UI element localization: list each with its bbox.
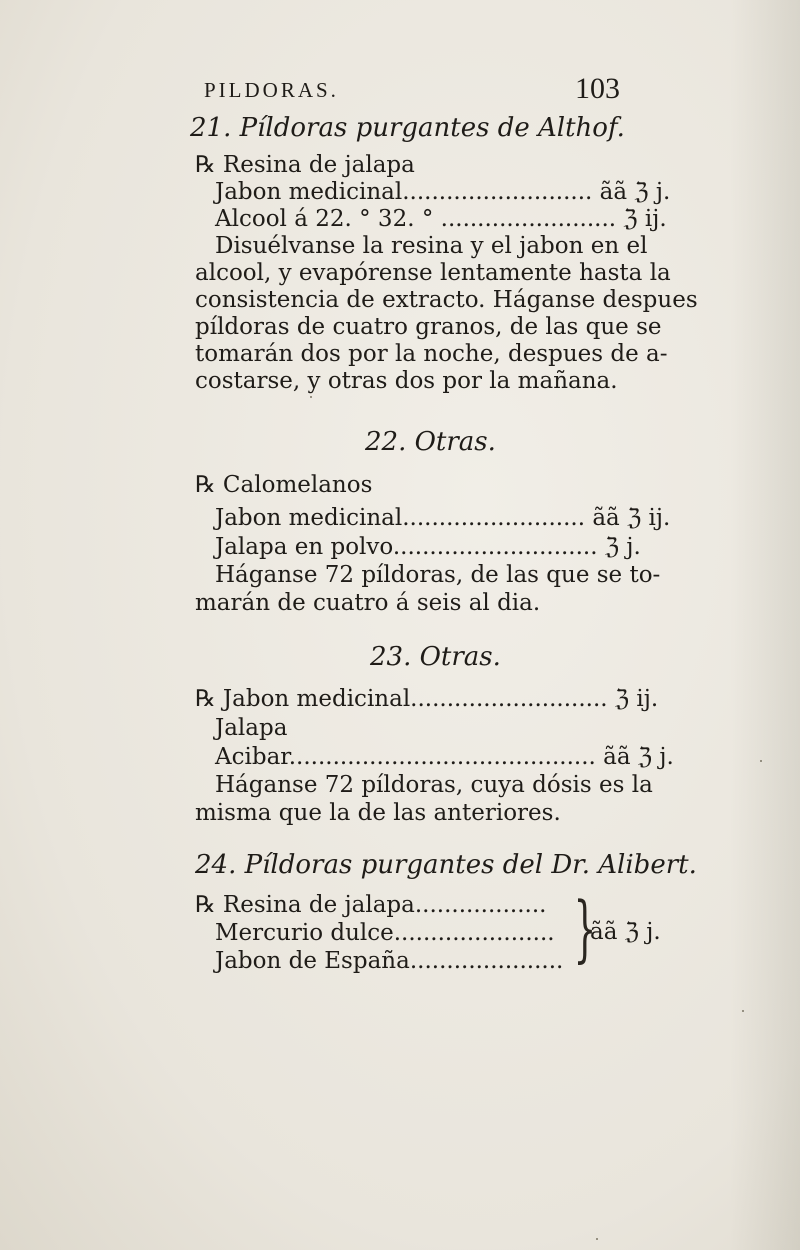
paper-speck: [310, 396, 312, 398]
body-line: consistencia de extracto. Háganse despues: [195, 287, 698, 313]
body-line: marán de cuatro á seis al dia.: [195, 590, 541, 616]
prescription-line: Jalapa: [215, 715, 288, 741]
paper-speck: [742, 1010, 744, 1012]
body-line: Háganse 72 píldoras, de las que se to-: [215, 562, 661, 588]
body-line: alcool, y evapórense lentamente hasta la: [195, 260, 671, 286]
prescription-line: ℞ Jabon medicinal........................... ℨ ij.: [195, 686, 659, 712]
prescription-line: Jabon medicinal......................... ãã ℨ ij.: [215, 505, 671, 531]
prescription-line: Acibar.......................................... ãã ℨ j.: [215, 744, 674, 770]
prescription-line: ℞ Resina de jalapa..................: [195, 892, 547, 918]
section-22-title: 22. Otras.: [365, 427, 496, 457]
section-21-title: 21. Píldoras purgantes de Althof.: [190, 113, 625, 143]
prescription-line: ℞ Calomelanos: [195, 472, 373, 498]
section-24-title: 24. Píldoras purgantes del Dr. Alibert.: [195, 850, 697, 880]
page-header: [190, 72, 620, 112]
body-line: píldoras de cuatro granos, de las que se: [195, 314, 662, 340]
paper-speck: [596, 1238, 598, 1240]
body-line: tomarán dos por la noche, despues de a-: [195, 341, 668, 367]
prescription-line: Alcool á 22. ° 32. ° ........................ ℨ ij.: [215, 206, 667, 232]
body-line: Háganse 72 píldoras, cuya dósis es la: [215, 772, 653, 798]
body-line: Disuélvanse la resina y el jabon en el: [215, 233, 648, 259]
paper-speck: [760, 760, 762, 762]
prescription-line: Jalapa en polvo............................ ℨ j.: [215, 534, 641, 560]
prescription-line: Jabon medicinal.......................... ãã ℨ j.: [215, 179, 671, 205]
prescription-line: ℞ Resina de jalapa: [195, 152, 415, 178]
prescription-line: Jabon de España.....................: [215, 948, 564, 974]
page-number: 103: [575, 72, 620, 105]
grouping-brace: }: [573, 886, 597, 970]
dose-label: ãã ℨ j.: [590, 919, 661, 945]
running-title: PILDORAS.: [204, 78, 339, 102]
body-line: misma que la de las anteriores.: [195, 800, 561, 826]
section-23-title: 23. Otras.: [370, 642, 501, 672]
prescription-line: Mercurio dulce......................: [215, 920, 555, 946]
page-edge-shadow: [730, 0, 800, 1250]
body-line: costarse, y otras dos por la mañana.: [195, 368, 618, 394]
